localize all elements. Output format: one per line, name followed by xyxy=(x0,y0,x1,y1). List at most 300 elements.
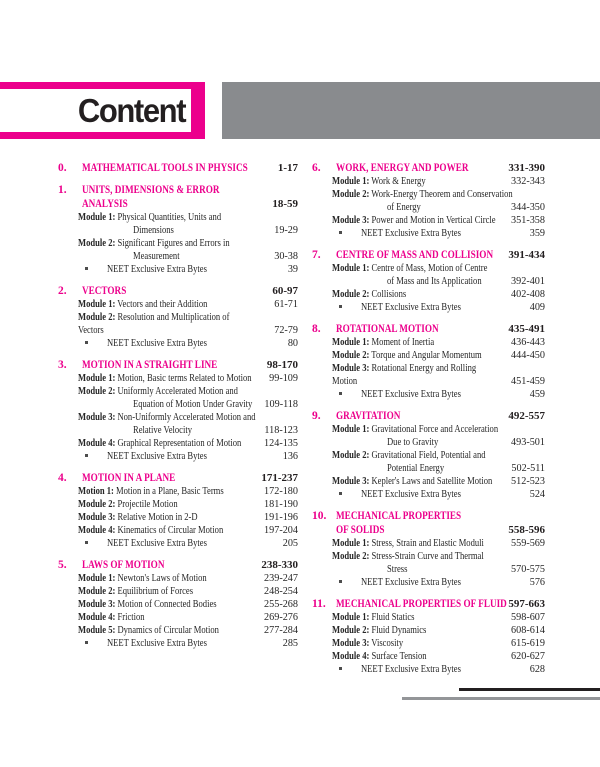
toc-chapter xyxy=(58,284,298,350)
chapter-title-row xyxy=(58,161,298,175)
bullet-icon xyxy=(85,263,107,276)
module-text: Module 2: Fluid Dynamics xyxy=(332,625,427,636)
neet-extra-bytes-label xyxy=(107,537,279,550)
module-row xyxy=(58,411,298,424)
chapter-title-text: MOTION IN A STRAIGHT LINE xyxy=(82,359,218,371)
neet-extra-bytes-label xyxy=(361,576,526,589)
module-label xyxy=(78,511,260,524)
toc-chapter xyxy=(58,358,298,463)
module-row xyxy=(312,611,545,624)
module-label xyxy=(332,550,545,563)
footer-rule-gray xyxy=(402,697,600,700)
module-label xyxy=(78,572,260,585)
module-label xyxy=(133,398,260,411)
toc-chapter xyxy=(58,471,298,550)
chapter-title xyxy=(336,523,504,537)
chapter-pages: 60-97 xyxy=(272,285,298,297)
toc-chapter xyxy=(312,409,545,501)
module-row xyxy=(312,175,545,188)
module-row xyxy=(312,362,545,375)
module-row xyxy=(312,449,545,462)
page-title: Content xyxy=(77,91,185,129)
chapter-title xyxy=(336,509,545,523)
module-label xyxy=(78,437,260,450)
module-text: Module 2: Resolution and Multiplication of xyxy=(78,312,230,323)
chapter-pages: 18-59 xyxy=(272,198,298,210)
module-row xyxy=(312,436,545,449)
module-text: Module 2: Projectile Motion xyxy=(78,499,178,510)
module-label xyxy=(332,362,545,375)
module-pages: 620-627 xyxy=(511,651,545,662)
module-label xyxy=(387,462,507,475)
module-row xyxy=(312,537,545,550)
module-label xyxy=(387,201,507,214)
module-label xyxy=(78,372,265,385)
chapter-title xyxy=(82,161,274,175)
neet-extra-bytes-label xyxy=(107,637,279,650)
module-text: Module 1: Stress, Strain and Elastic Moduli xyxy=(332,538,484,549)
module-text: NEET Exclusive Extra Bytes xyxy=(107,638,207,649)
chapter-pages: 597-663 xyxy=(508,598,545,610)
module-text: Module 4: Kinematics of Circular Motion xyxy=(78,525,224,536)
toc-chapter xyxy=(312,322,545,401)
module-text: Module 1: Work & Energy xyxy=(332,176,426,187)
module-text: Module 2: Significant Figures and Errors in xyxy=(78,238,230,249)
module-row xyxy=(58,237,298,250)
chapter-title-row xyxy=(58,358,298,372)
module-text: Module 2: Collisions xyxy=(332,289,407,300)
module-pages: 628 xyxy=(529,664,545,675)
module-pages: 277-284 xyxy=(264,625,298,636)
content-title-box xyxy=(0,82,205,139)
module-row xyxy=(58,250,298,263)
neet-extra-bytes-label xyxy=(107,263,284,276)
module-label xyxy=(332,336,507,349)
header-gray-banner xyxy=(222,82,600,139)
module-row xyxy=(58,598,298,611)
module-label xyxy=(332,375,507,388)
module-row xyxy=(312,650,545,663)
chapter-title-text: GRAVITATION xyxy=(336,410,401,422)
module-row xyxy=(58,611,298,624)
chapter-title-row xyxy=(312,409,545,423)
neet-extra-bytes-row xyxy=(58,263,298,276)
module-text: Module 1: Gravitational Force and Acceleration xyxy=(332,424,499,435)
bullet-icon xyxy=(85,450,107,463)
neet-extra-bytes-label xyxy=(361,388,526,401)
module-pages: 80 xyxy=(287,338,298,349)
module-row xyxy=(58,485,298,498)
module-row xyxy=(58,311,298,324)
module-label xyxy=(133,424,260,437)
module-label xyxy=(332,262,545,275)
toc-column-left xyxy=(58,161,298,676)
neet-extra-bytes-row xyxy=(58,337,298,350)
neet-extra-bytes-row xyxy=(58,637,298,650)
bullet-icon xyxy=(339,388,361,401)
module-pages: 359 xyxy=(529,228,545,239)
module-label xyxy=(332,611,507,624)
chapter-title-row xyxy=(58,284,298,298)
module-row xyxy=(312,475,545,488)
chapter-number: 7. xyxy=(312,249,321,261)
module-text: Module 1: Physical Quantities, Units and xyxy=(78,212,222,223)
toc-chapter xyxy=(312,597,545,676)
module-text: Module 1: Vectors and their Addition xyxy=(78,299,208,310)
bullet-icon xyxy=(85,637,107,650)
module-pages: 205 xyxy=(282,538,298,549)
chapter-number: 4. xyxy=(58,472,67,484)
chapter-title-text: ROTATIONAL MOTION xyxy=(336,323,439,335)
module-text: Module 3: Kepler's Laws and Satellite Motion xyxy=(332,476,493,487)
module-label xyxy=(332,475,507,488)
module-row xyxy=(312,423,545,436)
module-text: Module 2: Stress-Strain Curve and Thermal xyxy=(332,551,484,562)
chapter-title-text: LAWS OF MOTION xyxy=(82,559,165,571)
module-pages: 502-511 xyxy=(511,463,545,474)
chapter-number: 6. xyxy=(312,162,321,174)
neet-extra-bytes-row xyxy=(312,301,545,314)
chapter-title-row xyxy=(58,197,298,211)
module-text: Module 2: Gravitational Field, Potential and xyxy=(332,450,486,461)
module-pages: 608-614 xyxy=(511,625,545,636)
neet-extra-bytes-label xyxy=(361,663,526,676)
module-row xyxy=(58,624,298,637)
neet-extra-bytes-label xyxy=(361,227,526,240)
chapter-pages: 391-434 xyxy=(508,249,545,261)
module-label xyxy=(78,237,298,250)
module-label xyxy=(78,324,270,337)
module-text: Module 3: Rotational Energy and Rolling xyxy=(332,363,477,374)
module-pages: 61-71 xyxy=(274,299,298,310)
chapter-title-text: CENTRE OF MASS AND COLLISION xyxy=(336,249,494,261)
module-pages: 436-443 xyxy=(511,337,545,348)
module-pages: 598-607 xyxy=(511,612,545,623)
neet-extra-bytes-row xyxy=(58,537,298,550)
chapter-title-text: UNITS, DIMENSIONS & ERROR xyxy=(82,184,220,196)
module-text: Module 1: Centre of Mass, Motion of Centre xyxy=(332,263,488,274)
bullet-icon xyxy=(339,227,361,240)
module-label xyxy=(332,423,545,436)
module-label xyxy=(78,624,260,637)
module-text: NEET Exclusive Extra Bytes xyxy=(361,228,461,239)
module-row xyxy=(58,424,298,437)
module-row xyxy=(58,211,298,224)
module-pages: 72-79 xyxy=(274,325,298,336)
module-row xyxy=(312,262,545,275)
module-text: Module 3: Viscosity xyxy=(332,638,404,649)
module-label xyxy=(332,288,507,301)
toc-chapter xyxy=(312,161,545,240)
chapter-pages: 558-596 xyxy=(508,524,545,536)
chapter-title-text: OF SOLIDS xyxy=(336,524,385,536)
neet-extra-bytes-row xyxy=(312,576,545,589)
chapter-title-row xyxy=(58,183,298,197)
module-text: Vectors xyxy=(78,325,104,336)
footer-rule-black xyxy=(459,688,600,691)
module-text: Dimensions xyxy=(133,225,174,236)
module-text: NEET Exclusive Extra Bytes xyxy=(361,577,461,588)
module-pages: 332-343 xyxy=(511,176,545,187)
bullet-icon xyxy=(85,337,107,350)
module-label xyxy=(78,411,298,424)
neet-extra-bytes-label xyxy=(107,450,279,463)
module-row xyxy=(312,288,545,301)
module-text: Relative Velocity xyxy=(133,425,193,436)
module-row xyxy=(312,375,545,388)
chapter-title-row xyxy=(58,471,298,485)
module-row xyxy=(312,214,545,227)
chapter-title-text: MECHANICAL PROPERTIES xyxy=(336,510,462,522)
toc-chapter xyxy=(58,183,298,276)
chapter-number: 1. xyxy=(58,184,67,196)
module-text: Stress xyxy=(387,564,408,575)
module-text: Module 4: Graphical Representation of Motion xyxy=(78,438,242,449)
module-label xyxy=(332,188,545,201)
chapter-title xyxy=(336,161,504,175)
module-pages: 30-38 xyxy=(274,251,298,262)
module-label xyxy=(332,214,507,227)
module-pages: 576 xyxy=(529,577,545,588)
module-label xyxy=(78,298,270,311)
chapter-title xyxy=(82,471,257,485)
chapter-title-row xyxy=(58,558,298,572)
chapter-number: 5. xyxy=(58,559,67,571)
module-pages: 191-196 xyxy=(264,512,298,523)
module-label xyxy=(332,349,507,362)
module-text: Module 3: Power and Motion in Vertical Circle xyxy=(332,215,496,226)
module-pages: 559-569 xyxy=(511,538,545,549)
table-of-contents xyxy=(58,161,545,676)
module-pages: 118-123 xyxy=(264,425,298,436)
module-text: NEET Exclusive Extra Bytes xyxy=(107,264,207,275)
chapter-title-text: WORK, ENERGY AND POWER xyxy=(336,162,469,174)
module-pages: 136 xyxy=(282,451,298,462)
module-label xyxy=(78,598,260,611)
neet-extra-bytes-row xyxy=(312,388,545,401)
module-pages: 451-459 xyxy=(511,376,545,387)
chapter-title-text: MOTION IN A PLANE xyxy=(82,472,176,484)
module-pages: 524 xyxy=(529,489,545,500)
module-label xyxy=(387,436,507,449)
chapter-title xyxy=(336,248,504,262)
module-row xyxy=(58,511,298,524)
chapter-title-row xyxy=(312,523,545,537)
chapter-title-row xyxy=(312,322,545,336)
module-row xyxy=(312,563,545,576)
chapter-pages: 492-557 xyxy=(508,410,545,422)
module-row xyxy=(58,572,298,585)
module-pages: 248-254 xyxy=(264,586,298,597)
module-pages: 181-190 xyxy=(264,499,298,510)
module-text: Module 1: Moment of Inertia xyxy=(332,337,435,348)
module-label xyxy=(332,637,507,650)
module-label xyxy=(332,175,507,188)
module-row xyxy=(58,498,298,511)
chapter-title-row xyxy=(312,248,545,262)
module-row xyxy=(58,398,298,411)
module-row xyxy=(58,298,298,311)
chapter-number: 3. xyxy=(58,359,67,371)
module-text: Module 1: Newton's Laws of Motion xyxy=(78,573,207,584)
module-row xyxy=(58,224,298,237)
module-pages: 39 xyxy=(287,264,298,275)
module-label xyxy=(332,624,507,637)
module-pages: 512-523 xyxy=(511,476,545,487)
module-pages: 109-118 xyxy=(264,399,298,410)
chapter-number: 9. xyxy=(312,410,321,422)
module-label xyxy=(133,250,270,263)
module-pages: 197-204 xyxy=(264,525,298,536)
module-pages: 239-247 xyxy=(264,573,298,584)
module-label xyxy=(133,224,270,237)
chapter-title-row xyxy=(312,597,545,611)
module-pages: 255-268 xyxy=(264,599,298,610)
module-text: Module 1: Fluid Statics xyxy=(332,612,415,623)
module-text: Equation of Motion Under Gravity xyxy=(133,399,253,410)
module-text: Module 3: Relative Motion in 2-D xyxy=(78,512,198,523)
chapter-number: 2. xyxy=(58,285,67,297)
module-text: Module 2: Torque and Angular Momentum xyxy=(332,350,482,361)
bullet-icon xyxy=(339,488,361,501)
chapter-title xyxy=(82,197,268,211)
module-text: Module 2: Uniformly Accelerated Motion and xyxy=(78,386,238,397)
neet-extra-bytes-row xyxy=(312,488,545,501)
chapter-number: 8. xyxy=(312,323,321,335)
module-row xyxy=(312,349,545,362)
chapter-pages: 171-237 xyxy=(261,472,298,484)
module-label xyxy=(78,311,298,324)
module-text: NEET Exclusive Extra Bytes xyxy=(361,389,461,400)
module-row xyxy=(58,324,298,337)
module-text: NEET Exclusive Extra Bytes xyxy=(361,302,461,313)
module-pages: 285 xyxy=(282,638,298,649)
module-label xyxy=(387,275,507,288)
module-row xyxy=(58,437,298,450)
module-pages: 444-450 xyxy=(511,350,545,361)
module-pages: 615-619 xyxy=(511,638,545,649)
module-pages: 99-109 xyxy=(269,373,298,384)
module-label xyxy=(78,611,260,624)
module-text: Measurement xyxy=(133,251,180,262)
module-label xyxy=(78,585,260,598)
module-row xyxy=(58,372,298,385)
module-pages: 344-350 xyxy=(511,202,545,213)
module-pages: 402-408 xyxy=(511,289,545,300)
chapter-pages: 98-170 xyxy=(266,359,298,371)
module-pages: 570-575 xyxy=(511,564,545,575)
neet-extra-bytes-row xyxy=(312,663,545,676)
module-text: Motion xyxy=(332,376,358,387)
module-text: NEET Exclusive Extra Bytes xyxy=(107,338,207,349)
module-row xyxy=(58,524,298,537)
module-text: Module 1: Motion, Basic terms Related to Motion xyxy=(78,373,252,384)
chapter-pages: 1-17 xyxy=(277,162,298,174)
chapter-title xyxy=(336,597,507,611)
module-text: Motion 1: Motion in a Plane, Basic Terms xyxy=(78,486,224,497)
module-label xyxy=(78,498,260,511)
bullet-icon xyxy=(339,576,361,589)
module-label xyxy=(78,211,298,224)
module-pages: 19-29 xyxy=(274,225,298,236)
neet-extra-bytes-label xyxy=(361,301,526,314)
bullet-icon xyxy=(85,537,107,550)
module-row xyxy=(312,188,545,201)
module-text: NEET Exclusive Extra Bytes xyxy=(107,538,207,549)
module-row xyxy=(312,624,545,637)
module-pages: 124-135 xyxy=(264,438,298,449)
module-pages: 172-180 xyxy=(264,486,298,497)
neet-extra-bytes-label xyxy=(107,337,284,350)
module-label xyxy=(332,449,545,462)
module-text: Module 4: Friction xyxy=(78,612,145,623)
chapter-title-row xyxy=(312,509,545,523)
chapter-pages: 435-491 xyxy=(508,323,545,335)
module-text: Module 5: Dynamics of Circular Motion xyxy=(78,625,219,636)
chapter-title-text: MATHEMATICAL TOOLS IN PHYSICS xyxy=(82,162,248,174)
chapter-number: 10. xyxy=(312,510,327,522)
toc-chapter xyxy=(312,509,545,589)
module-row xyxy=(312,275,545,288)
module-text: NEET Exclusive Extra Bytes xyxy=(107,451,207,462)
chapter-title xyxy=(336,322,504,336)
toc-chapter xyxy=(312,248,545,314)
chapter-title xyxy=(82,358,263,372)
module-text: of Energy xyxy=(387,202,421,213)
module-label xyxy=(387,563,507,576)
module-text: of Mass and Its Application xyxy=(387,276,482,287)
module-pages: 409 xyxy=(529,302,545,313)
chapter-title-text: ANALYSIS xyxy=(82,198,128,210)
module-pages: 493-501 xyxy=(511,437,545,448)
chapter-title xyxy=(336,409,504,423)
chapter-title xyxy=(82,558,257,572)
module-text: Module 2: Equilibrium of Forces xyxy=(78,586,194,597)
module-text: NEET Exclusive Extra Bytes xyxy=(361,664,461,675)
module-row xyxy=(58,585,298,598)
toc-chapter xyxy=(58,161,298,175)
neet-extra-bytes-row xyxy=(312,227,545,240)
bullet-icon xyxy=(339,301,361,314)
chapter-title-text: VECTORS xyxy=(82,285,127,297)
module-pages: 269-276 xyxy=(264,612,298,623)
module-text: Potential Energy xyxy=(387,463,445,474)
chapter-title-text: MECHANICAL PROPERTIES OF FLUID xyxy=(336,598,507,610)
module-label xyxy=(332,650,507,663)
bullet-icon xyxy=(339,663,361,676)
toc-column-right xyxy=(312,161,545,676)
module-label xyxy=(78,524,260,537)
module-row xyxy=(58,385,298,398)
module-pages: 351-358 xyxy=(511,215,545,226)
toc-chapter xyxy=(58,558,298,650)
module-row xyxy=(312,637,545,650)
neet-extra-bytes-label xyxy=(361,488,526,501)
module-text: Due to Gravity xyxy=(387,437,439,448)
chapter-pages: 238-330 xyxy=(261,559,298,571)
module-pages: 392-401 xyxy=(511,276,545,287)
module-label xyxy=(78,485,260,498)
module-text: Module 3: Motion of Connected Bodies xyxy=(78,599,217,610)
module-row xyxy=(312,550,545,563)
module-label xyxy=(78,385,298,398)
chapter-title-row xyxy=(312,161,545,175)
chapter-number: 0. xyxy=(58,162,67,174)
module-text: Module 3: Non-Uniformly Accelerated Motion and xyxy=(78,412,256,423)
module-row xyxy=(312,462,545,475)
neet-extra-bytes-row xyxy=(58,450,298,463)
chapter-title xyxy=(82,284,268,298)
